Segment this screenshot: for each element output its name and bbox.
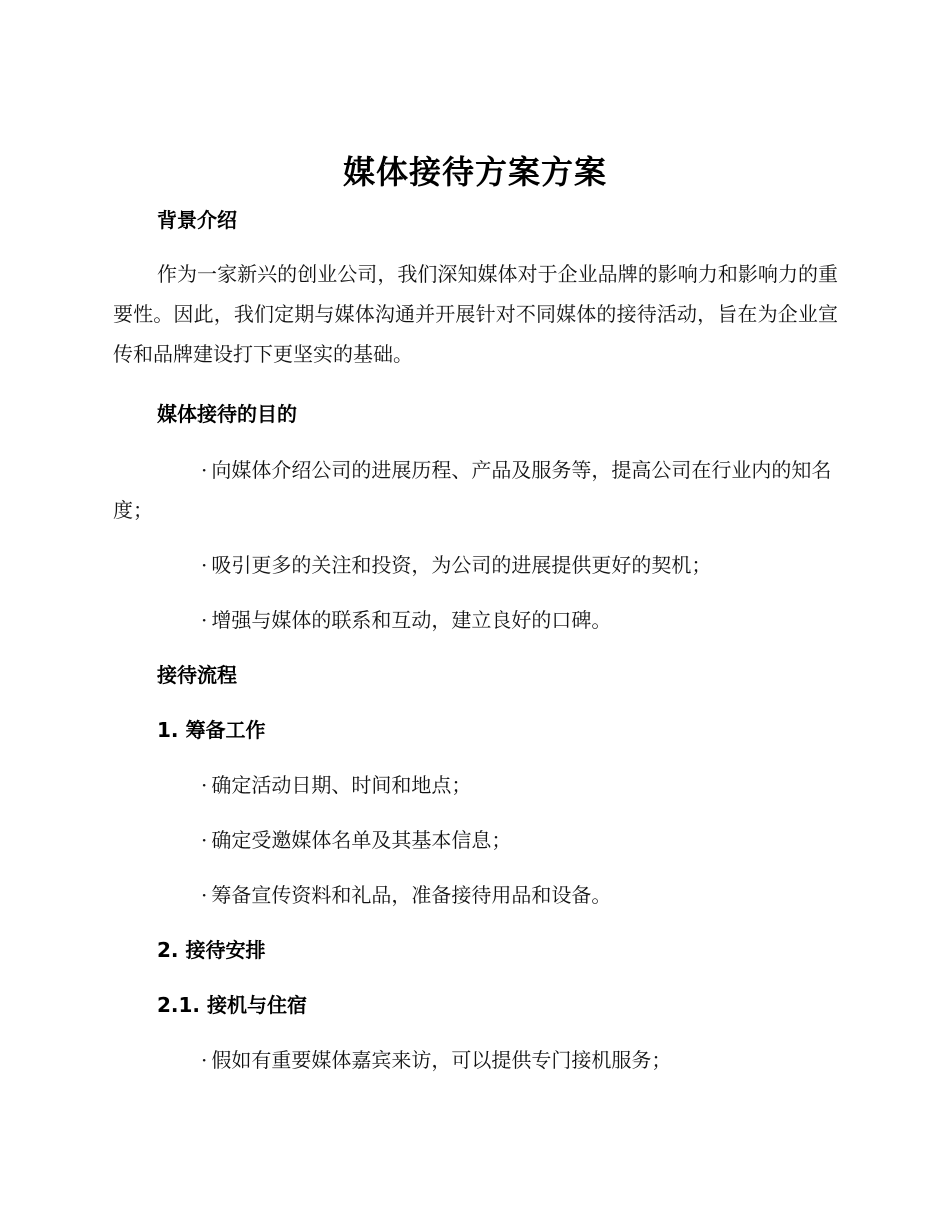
bullet-symbol: · bbox=[201, 773, 208, 797]
list-item bbox=[113, 875, 838, 915]
list-item bbox=[113, 545, 838, 585]
step1-item-text: 筹备宣传资料和礼品，准备接待用品和设备。 bbox=[211, 883, 612, 907]
section-heading-background: 背景介绍 bbox=[157, 208, 237, 232]
bullet-symbol: · bbox=[201, 608, 208, 632]
purpose-item-text: 吸引更多的关注和投资，为公司的进展提供更好的契机； bbox=[211, 553, 712, 577]
section-heading-process: 接待流程 bbox=[157, 663, 237, 687]
bullet-symbol: · bbox=[201, 828, 208, 852]
substep-heading-pickup-lodging: 2.1. 接机与住宿 bbox=[157, 993, 307, 1017]
document-title: 媒体接待方案方案 bbox=[342, 153, 607, 191]
bullet-symbol: · bbox=[201, 553, 208, 577]
step-heading-preparation: 1. 筹备工作 bbox=[157, 718, 266, 742]
step-heading-arrangement: 2. 接待安排 bbox=[157, 938, 266, 962]
purpose-item-text: 增强与媒体的联系和互动，建立良好的口碑。 bbox=[211, 608, 612, 632]
step1-item-text: 确定活动日期、时间和地点； bbox=[211, 773, 472, 797]
list-item bbox=[113, 600, 838, 640]
step1-item-text: 确定受邀媒体名单及其基本信息； bbox=[211, 828, 512, 852]
background-paragraph: 作为一家新兴的创业公司，我们深知媒体对于企业品牌的影响力和影响力的重要性。因此，我们定期与媒体沟通并开展针对不同媒体的接待活动，旨在为企业宣传和品牌建设打下更坚实的基础。 bbox=[113, 262, 838, 366]
bullet-symbol: · bbox=[201, 883, 208, 907]
bullet-symbol: · bbox=[201, 458, 208, 482]
purpose-item-text: 向媒体介绍公司的进展历程、产品及服务等，提高公司在行业内的知名度； bbox=[113, 458, 832, 522]
section-heading-purpose: 媒体接待的目的 bbox=[157, 402, 297, 426]
bullet-symbol: · bbox=[201, 1048, 208, 1072]
sub1-item-text: 假如有重要媒体嘉宾来访，可以提供专门接机服务； bbox=[211, 1048, 672, 1072]
list-item bbox=[113, 820, 838, 860]
list-item bbox=[113, 765, 838, 805]
list-item bbox=[113, 1040, 838, 1080]
list-item bbox=[113, 450, 838, 530]
